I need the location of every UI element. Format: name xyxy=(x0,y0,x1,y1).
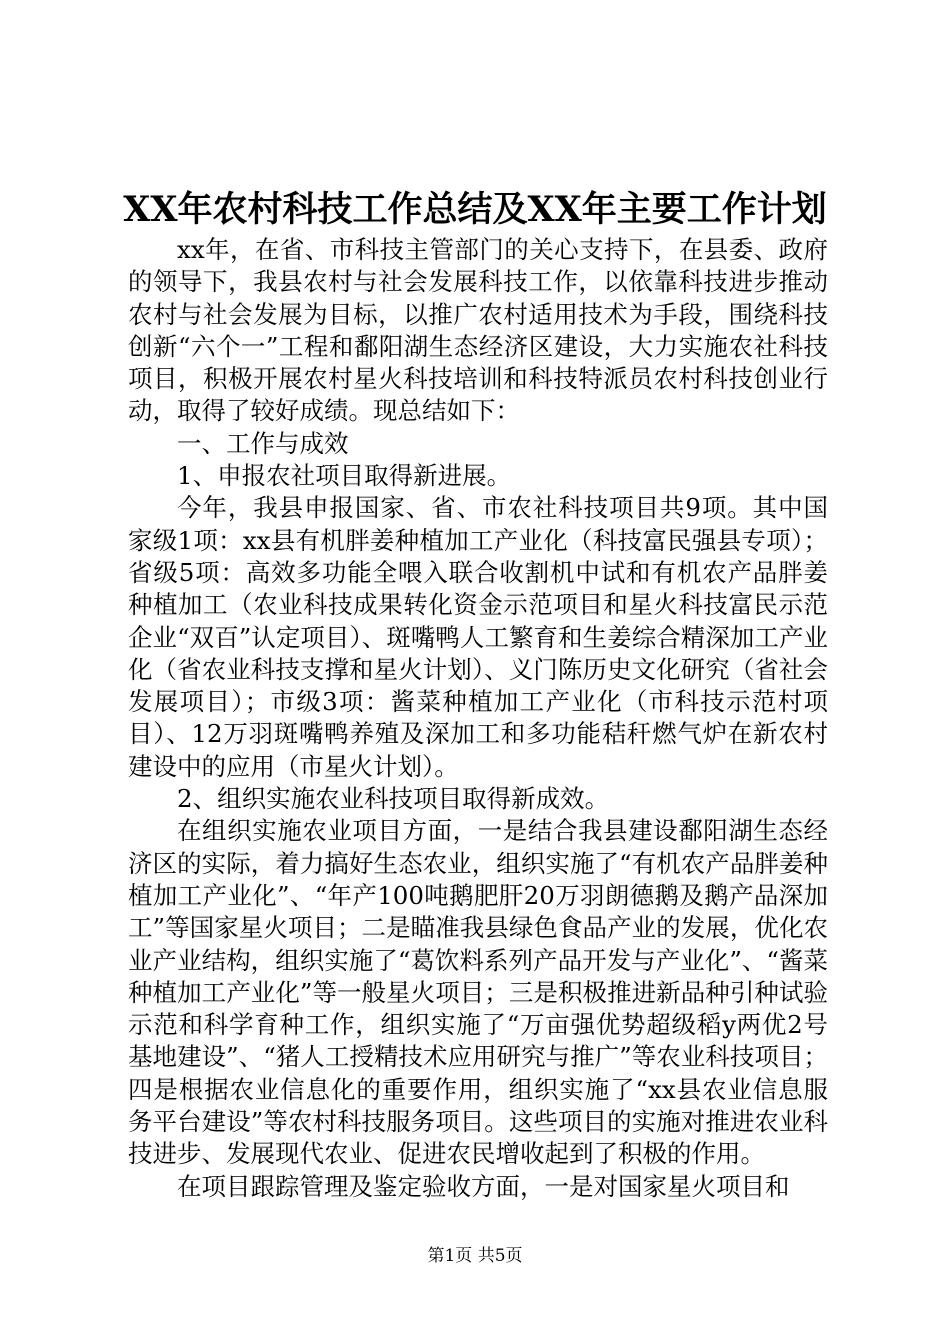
page-number: 第1页 共5页 xyxy=(427,1246,523,1266)
heading-section-1: 一、工作与成效 xyxy=(177,428,349,458)
document-title: XX年农村科技工作总结及XX年主要工作计划 xyxy=(123,189,827,230)
paragraph-tracking: 在项目跟踪管理及鉴定验收方面，一是对国家星火项目和 xyxy=(177,1171,790,1201)
document-body xyxy=(128,234,828,1203)
subheading-1: 1、申报农社项目取得新进展。 xyxy=(177,461,512,491)
paragraph-projects: 今年，我县申报国家、省、市农社科技项目共9项。其中国家级1项：xx县有机胖姜种植加工产业化（科技富民强县专项）；省级5项：高效多功能全喂入联合收割机中试和有机农产品胖姜种植加工（农业科技成果转化资金示范项目和星火科技富民示范企业“双百”认定项目）、斑嘴鸭人工繁育和生姜综合精深加工产业化（省农业科技支撑和星火计划）、义门陈历史文化研究（省社会发展项目）；市级3项：酱菜种植加工产业化（市科技示范村项目）、12万羽斑嘴鸭养殖及深加工和多功能秸秆燃气炉在新农村建设中的应用（市星火计划）。 xyxy=(128,493,828,781)
subheading-2: 2、组织实施农业科技项目取得新成效。 xyxy=(177,784,610,814)
paragraph-implementation: 在组织实施农业项目方面，一是结合我县建设鄱阳湖生态经济区的实际，着力搞好生态农业，组织实施了“有机农产品胖姜种植加工产业化”、“年产100吨鹅肥肝20万羽朗德鹅及鹅产品深加工”等国家星火项目；二是瞄准我县绿色食品产业的发展，优化农业产业结构，组织实施了“葛饮料系列产品开发与产业化”、“酱菜种植加工产业化”等一般星火项目；三是积极推进新品种引种试验示范和科学育种工作，组织实施了“万亩强优势超级稻y两优2号基地建设”、“猪人工授精技术应用研究与推广”等农业科技项目；四是根据农业信息化的重要作用，组织实施了“xx县农业信息服务平台建设”等农村科技服务项目。这些项目的实施对推进农业科技进步、发展现代农业、促进农民增收起到了积极的作用。 xyxy=(128,816,828,1169)
paragraph-intro: xx年，在省、市科技主管部门的关心支持下，在县委、政府的领导下，我县农村与社会发展科技工作，以依靠科技进步推动农村与社会发展为目标，以推广农村适用技术为手段，围绕科技创新“六个一”工程和鄱阳湖生态经济区建设，大力实施农社科技项目，积极开展农村星火科技培训和科技特派员农村科技创业行动，取得了较好成绩。现总结如下： xyxy=(128,235,828,426)
